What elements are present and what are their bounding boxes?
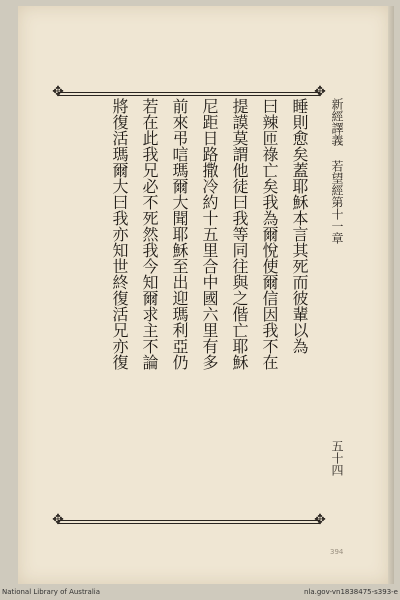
text-column: 若在此我兄必不死然我今知爾求主不論: [140, 98, 159, 370]
page-edge: [388, 6, 394, 584]
text-column: 尼距日路撒冷約十五里合中國六里有多: [200, 98, 219, 370]
running-title: 新經譯義 若望經第十一章: [330, 98, 344, 244]
text-column: 睡則愈矣蓋耶穌本言其死而彼輩以為: [290, 98, 309, 354]
page-number: 五十四: [330, 440, 344, 476]
corner-ornament-icon: ✥: [52, 84, 64, 100]
bottom-border-rule: [58, 520, 320, 521]
top-border-rule: [58, 92, 320, 93]
corner-ornament-icon: ✥: [314, 84, 326, 100]
text-column: 前來弔唁瑪爾大聞耶穌至出迎瑪利亞仍: [170, 98, 189, 370]
corner-ornament-icon: ✥: [314, 512, 326, 528]
pencil-note: 394: [330, 548, 344, 556]
footer-credit: National Library of Australia: [2, 588, 101, 596]
footer-identifier: nla.gov-vn1838475-s393-e: [303, 588, 398, 596]
corner-ornament-icon: ✥: [52, 512, 64, 528]
text-column: 將復活瑪爾大曰我亦知世終復活兄亦復: [110, 98, 129, 370]
text-column: 提謨莫謂他徒曰我等同往與之偕亡耶穌: [230, 98, 249, 370]
text-column: 曰辣匝祿亡矣我為爾悅使爾信因我不在: [260, 98, 279, 370]
